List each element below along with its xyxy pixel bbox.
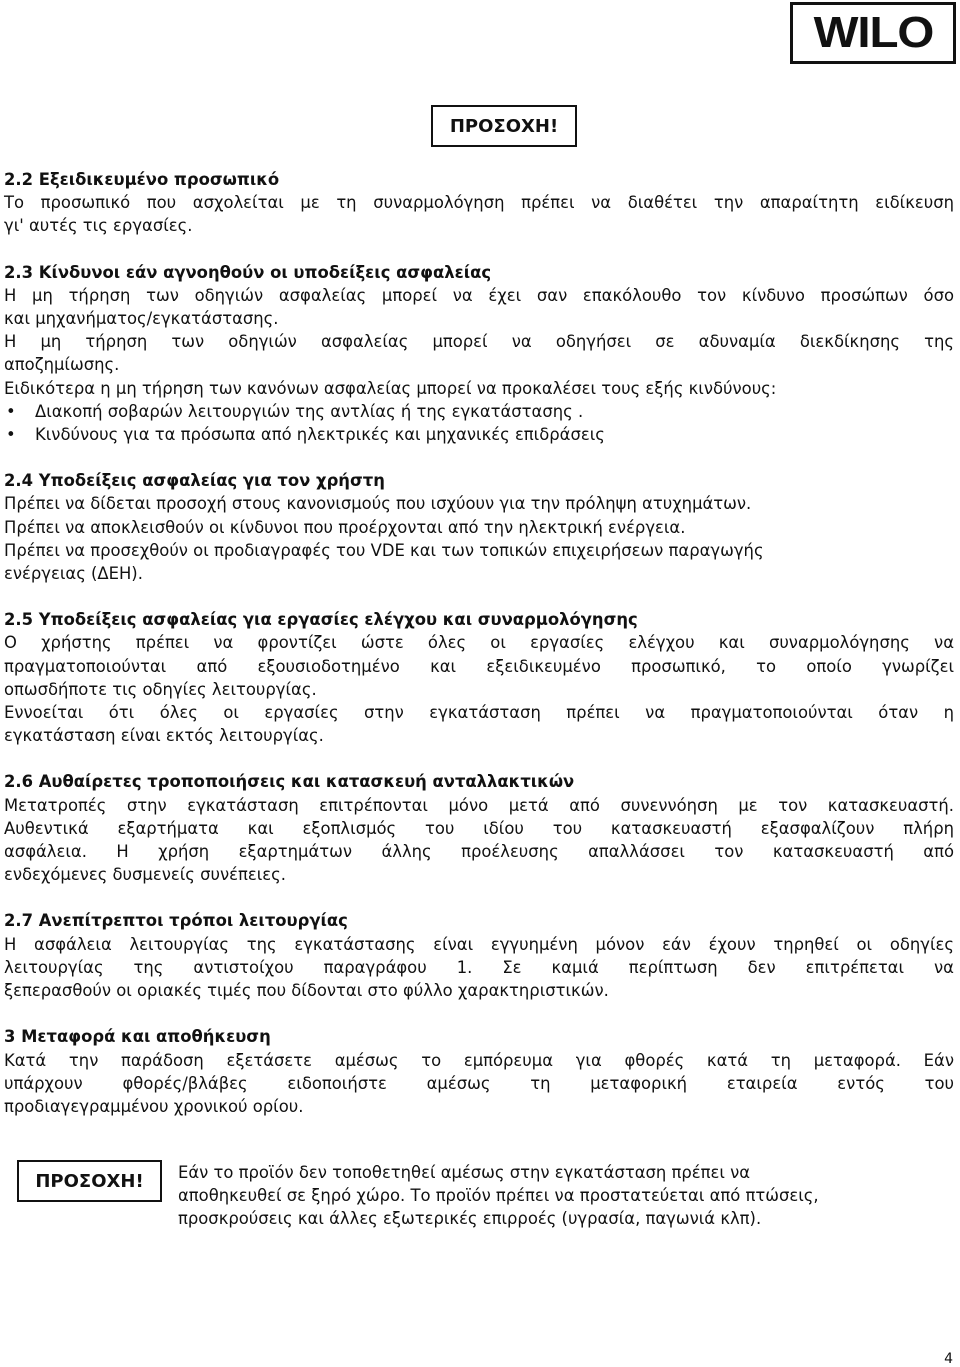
paragraph-line: γι' αυτές τις εργασίες. <box>4 216 193 236</box>
paragraph-line: προδιαγεγραμμένου χρονικού ορίου. <box>4 1096 304 1116</box>
warning-box-top <box>431 105 577 147</box>
section-heading-2-3: 2.3 Κίνδυνοι εάν αγνοηθούν οι υποδείξεις ασφαλείας <box>4 262 492 282</box>
paragraph-line: Ο χρήστης πρέπει να φροντίζει ώστε όλες οι εργασίες ελέγχου και συναρμολόγησης να <box>4 633 954 653</box>
paragraph-line: λειτουργίας της αντιστοίχου παραγράφου 1. Σε καμιά περίπτωση δεν επιτρέπεται να <box>4 957 954 977</box>
hazard-list <box>4 400 954 446</box>
section-heading-2-5: 2.5 Υποδείξεις ασφαλείας για εργασίες ελέγχου και συναρμολόγησης <box>4 610 638 630</box>
paragraph-line: προσκρούσεις και άλλες εξωτερικές επιρροές (υγρασία, παγωνιά κλπ). <box>178 1209 762 1229</box>
paragraph-line: Πρέπει να δίδεται προσοχή στους κανονισμούς που ισχύουν για την πρόληψη ατυχημάτων. <box>4 494 752 514</box>
paragraph-line: πραγματοποιούνται από εξουσιοδοτημένο και εξειδικευμένο προσωπικό, το οποίο γνωρίζει <box>4 656 954 676</box>
paragraph-line: υπάρχουν φθορές/βλάβες ειδοποιήστε αμέσως τη μεταφορική εταιρεία εντός του <box>4 1073 954 1093</box>
paragraph-line: Εννοείται ότι όλες οι εργασίες στην εγκατάσταση πρέπει να πραγματοποιούνται όταν η <box>4 703 954 723</box>
page-number: 4 <box>944 1351 953 1367</box>
section-heading-2-4: 2.4 Υποδείξεις ασφαλείας για τον χρήστη <box>4 471 385 491</box>
section-heading-3: 3 Μεταφορά και αποθήκευση <box>4 1027 271 1047</box>
paragraph-line: ενέργειας (ΔΕΗ). <box>4 564 143 584</box>
document-body <box>4 168 954 1118</box>
list-item: • Κινδύνους για τα πρόσωπα από ηλεκτρικές και μηχανικές επιδράσεις <box>4 423 954 446</box>
section-heading-2-2: 2.2 Εξειδικευμένο προσωπικό <box>4 170 280 189</box>
paragraph-line: ενδεχόμενες δυσμενείς συνέπειες. <box>4 865 286 885</box>
paragraph-line: Αυθεντικά εξαρτήματα και εξοπλισμός του ιδίου του κατασκευαστή εξασφαλίζουν πλήρη <box>4 818 954 838</box>
paragraph-line: Μετατροπές στην εγκατάσταση επιτρέπονται μόνο μετά από συνεννόηση με τον κατασκευαστή. <box>4 795 954 815</box>
section-heading-2-6: 2.6 Αυθαίρετες τροποποιήσεις και κατασκευή ανταλλακτικών <box>4 772 575 792</box>
paragraph-line: Εάν το προϊόν δεν τοποθετηθεί αμέσως στην εγκατάσταση πρέπει να <box>178 1163 751 1182</box>
paragraph-line: Πρέπει να αποκλεισθούν οι κίνδυνοι που προέρχονται από την ηλεκτρική ενέργεια. <box>4 517 686 537</box>
paragraph-line: αποθηκευθεί σε ξηρό χώρο. Το προϊόν πρέπει να προστατεύεται από πτώσεις, <box>178 1186 819 1206</box>
warning-label: ΠΡΟΣΟΧΗ! <box>449 115 559 137</box>
paragraph-line: Η ασφάλεια λειτουργίας της εγκατάστασης είναι εγγυημένη μόνον εάν έχουν τηρηθεί οι οδηγίες <box>4 934 954 954</box>
paragraph-line: Ειδικότερα η μη τήρηση των κανόνων ασφαλείας μπορεί να προκαλέσει τους εξής κινδύνους: <box>4 378 777 398</box>
warning-label: ΠΡΟΣΟΧΗ! <box>35 1170 144 1192</box>
paragraph-line: Η μη τήρηση των οδηγιών ασφαλείας μπορεί να έχει σαν επακόλουθο τον κίνδυνο προσώπων όσο <box>4 285 954 305</box>
paragraph-line: Πρέπει να προσεχθούν οι προδιαγραφές του VDE και των τοπικών επιχειρήσεων παραγωγής <box>4 540 764 560</box>
paragraph-line: Η μη τήρηση των οδηγιών ασφαλείας μπορεί να οδηγήσει σε αδυναμία διεκδίκησης της <box>4 332 954 352</box>
paragraph-line: Το προσωπικό που ασχολείται με τη συναρμολόγηση πρέπει να διαθέτει την απαραίτητη ειδίκευση <box>4 193 954 213</box>
wilo-logo <box>790 2 956 64</box>
paragraph-line: εγκατάσταση είναι εκτός λειτουργίας. <box>4 726 324 746</box>
logo-text: WILO <box>813 8 933 57</box>
list-item: • Διακοπή σοβαρών λειτουργιών της αντλίας ή της εγκατάστασης . <box>4 400 954 423</box>
warning-box-bottom <box>17 1160 162 1202</box>
paragraph-line: αποζημίωσης. <box>4 355 120 375</box>
storage-warning-text <box>178 1161 954 1231</box>
paragraph-line: και μηχανήματος/εγκατάστασης. <box>4 309 279 329</box>
paragraph-line: ασφάλεια. Η χρήση εξαρτημάτων άλλης προέλευσης απαλλάσσει τον κατασκευαστή από <box>4 842 954 862</box>
paragraph-line: ξεπερασθούν οι οριακές τιμές που δίδονται στο φύλλο χαρακτηριστικών. <box>4 981 609 1001</box>
paragraph-line: οπωσδήποτε τις οδηγίες λειτουργίας. <box>4 679 317 699</box>
section-heading-2-7: 2.7 Ανεπίτρεπτοι τρόποι λειτουργίας <box>4 911 348 931</box>
paragraph-line: Κατά την παράδοση εξετάσετε αμέσως το εμπόρευμα για φθορές κατά τη μεταφορά. Εάν <box>4 1050 954 1070</box>
